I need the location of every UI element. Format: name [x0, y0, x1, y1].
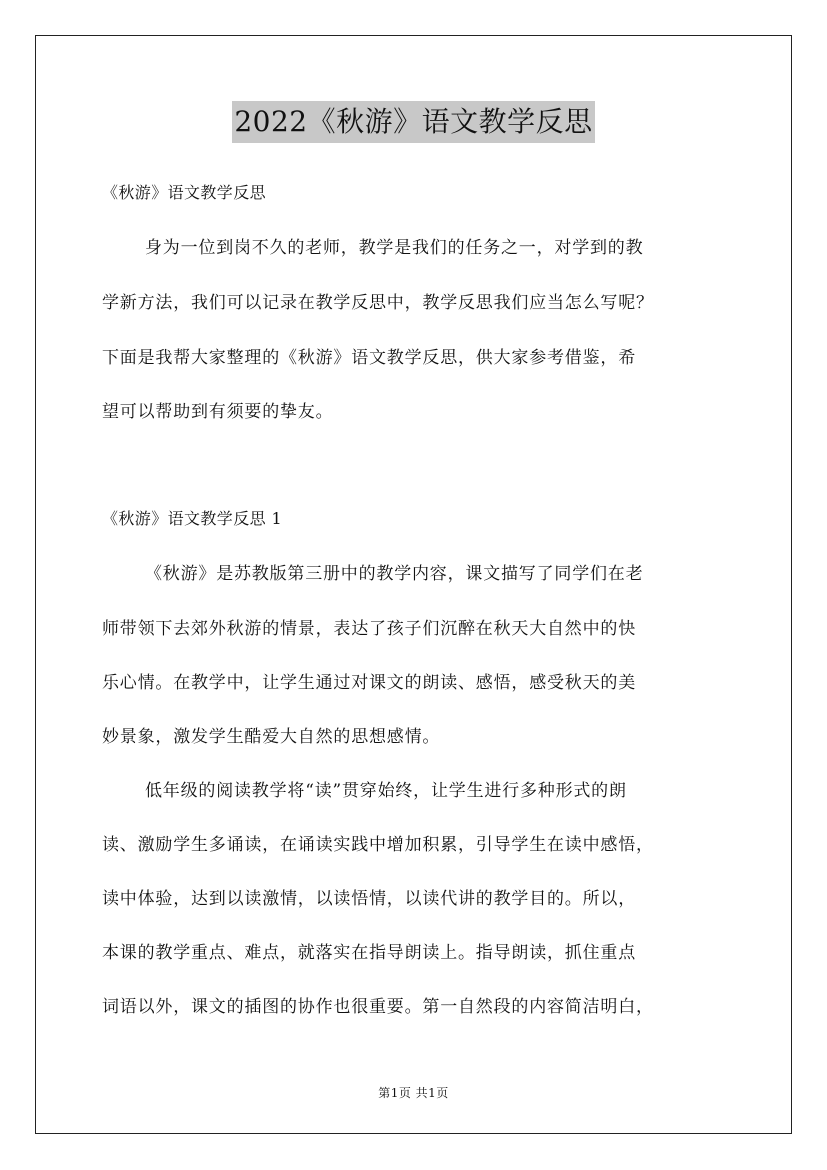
intro-line: 身为一位到岗不久的老师，教学是我们的任务之一，对学到的教: [145, 238, 644, 258]
paragraph-line: 词语以外，课文的插图的协作也很重要。第一自然段的内容简洁明白，: [102, 997, 654, 1017]
page-footer: 第1页 共1页: [378, 1086, 449, 1100]
paragraph-line: 本课的教学重点、难点，就落实在指导朗读上。指导朗读，抓住重点: [102, 943, 636, 963]
subtitle: 《秋游》语文教学反思: [102, 183, 267, 202]
paragraph-line: 妙景象，激发学生酷爱大自然的思想感情。: [102, 727, 441, 747]
paragraph-line: 读中体验，达到以读激情，以读悟情，以读代讲的教学目的。所以，: [102, 889, 636, 909]
paragraph-line: 师带领下去郊外秋游的情景，表达了孩子们沉醉在秋天大自然中的快: [102, 619, 636, 639]
intro-line: 学新方法，我们可以记录在教学反思中，教学反思我们应当怎么写呢？: [102, 293, 654, 313]
paragraph-line: 低年级的阅读教学将“读”贯穿始终，让学生进行多种形式的朗: [145, 781, 627, 801]
paragraph-line: 《秋游》是苏教版第三册中的教学内容，课文描写了同学们在老: [145, 564, 644, 584]
section-heading: 《秋游》语文教学反思 1: [102, 509, 283, 528]
title-container: [0, 101, 827, 143]
paragraph-line: 乐心情。在教学中，让学生通过对课文的朗读、感悟，感受秋天的美: [102, 673, 636, 693]
intro-line: 望可以帮助到有须要的挚友。: [102, 402, 334, 422]
document-title: 2022《秋游》语文教学反思: [232, 101, 594, 143]
intro-line: 下面是我帮大家整理的《秋游》语文教学反思，供大家参考借鉴，希: [102, 348, 636, 368]
paragraph-line: 读、激励学生多诵读，在诵读实践中增加积累，引导学生在读中感悟，: [102, 835, 654, 855]
